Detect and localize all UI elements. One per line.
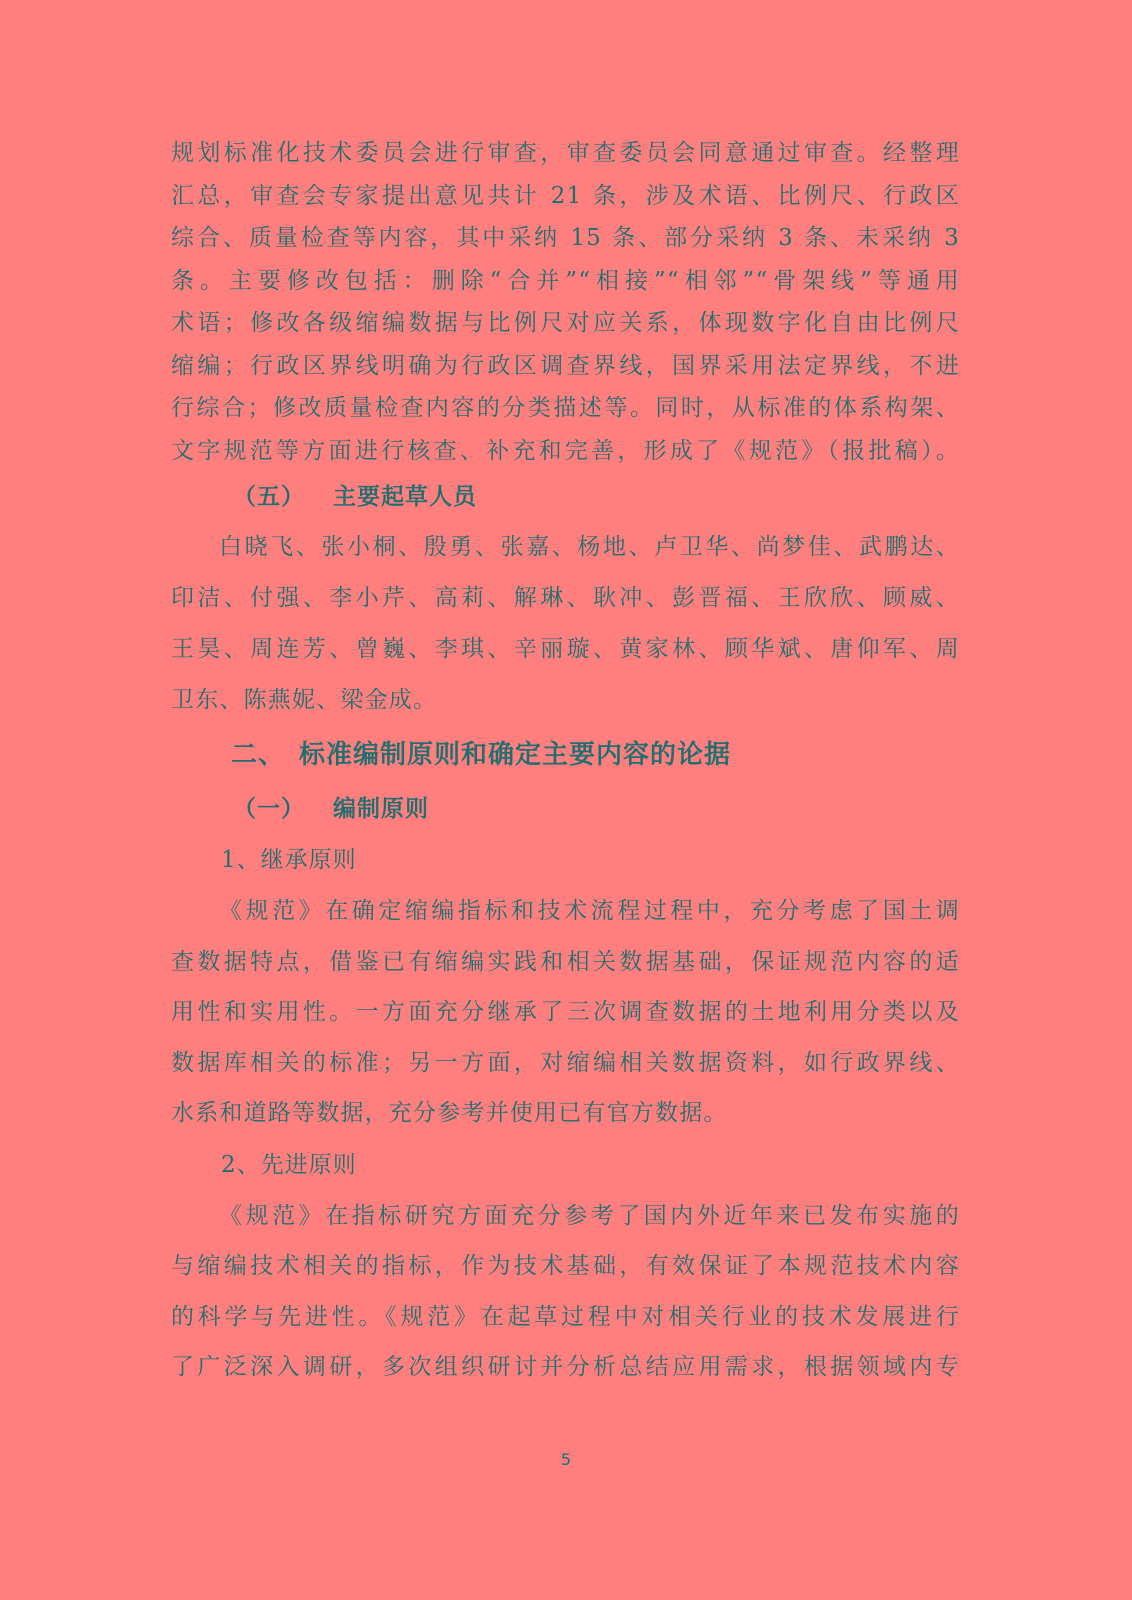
text-line: 综合、质量检查等内容，其中采纳 15 条、部分采纳 3 条、未采纳 3 (171, 225, 960, 251)
heading-principles (171, 784, 960, 834)
text-line: 缩编；行政区界线明确为行政区调查界线，国界采用法定界线，不进 (171, 352, 960, 379)
document-page (171, 132, 960, 1393)
text-line: 王昊、周连芳、曾巍、李琪、辛丽璇、黄家林、顾华斌、唐仰军、周 (171, 636, 960, 662)
text-line: 印洁、付强、李小芹、高莉、解琳、耿冲、彭晋福、王欣欣、顾威、 (171, 585, 960, 611)
heading-section-2 (171, 726, 960, 784)
heading-drafters (171, 472, 960, 522)
heading-number: （五） (233, 484, 305, 510)
text-line: 的科学与先进性。《规范》在起草过程中对相关行业的技术发展进行 (171, 1303, 960, 1330)
text-line: 规划标准化技术委员会进行审查，审查委员会同意通过审查。经整理 (171, 140, 960, 166)
review-paragraph (171, 132, 960, 472)
text-line: 白晓飞、张小桐、殷勇、张嘉、杨地、卢卫华、尚梦佳、武鹏达、 (219, 534, 960, 560)
inherit-paragraph (171, 886, 960, 1139)
text-line: 术语；修改各级缩编数据与比例尺对应关系，体现数字化自由比例尺 (171, 310, 960, 336)
text-line: 了广泛深入调研，多次组织研讨并分析总结应用需求，根据领域内专 (171, 1354, 960, 1380)
text-line: 条。主要修改包括：删除“合并”“相接”“相邻”“骨架线”等通用 (171, 267, 960, 294)
text-line: 汇总，审查会专家提出意见共计 21 条，涉及术语、比例尺、行政区 (171, 182, 960, 209)
item-inherit-principle: 1、继承原则 (221, 847, 357, 873)
text-line: 《规范》在指标研究方面充分参考了国内外近年来已发布实施的 (219, 1202, 960, 1229)
heading-number: 二、 (231, 740, 286, 770)
text-line: 查数据特点，借鉴已有缩编实践和相关数据基础，保证规范内容的适 (171, 948, 960, 975)
text-line: 数据库相关的标准；另一方面，对缩编相关数据资料，如行政界线、 (171, 1049, 960, 1076)
text-line: 卫东、陈燕妮、梁金成。 (171, 687, 438, 713)
drafters-paragraph (171, 522, 960, 726)
text-line: 与缩编技术相关的指标，作为技术基础，有效保证了本规范技术内容 (171, 1253, 960, 1279)
page-number: 5 (560, 1450, 572, 1469)
heading-number: （一） (233, 796, 305, 822)
text-line: 《规范》在确定缩编指标和技术流程过程中，充分考虑了国土调 (219, 898, 960, 924)
heading-title: 标准编制原则和确定主要内容的论据 (299, 740, 732, 770)
text-line: 水系和道路等数据，充分参考并使用已有官方数据。 (171, 1100, 728, 1126)
item-advanced-principle: 2、先进原则 (221, 1151, 357, 1178)
advanced-paragraph (171, 1191, 960, 1393)
text-line: 文字规范等方面进行核查、补充和完善，形成了《规范》（报批稿）。 (171, 437, 960, 464)
text-line: 用性和实用性。一方面充分继承了三次调查数据的土地利用分类以及 (171, 999, 960, 1025)
heading-title: 主要起草人员 (333, 484, 477, 510)
heading-title: 编制原则 (333, 796, 429, 822)
text-line: 行综合；修改质量检查内容的分类描述等。同时，从标准的体系构架、 (171, 395, 960, 421)
